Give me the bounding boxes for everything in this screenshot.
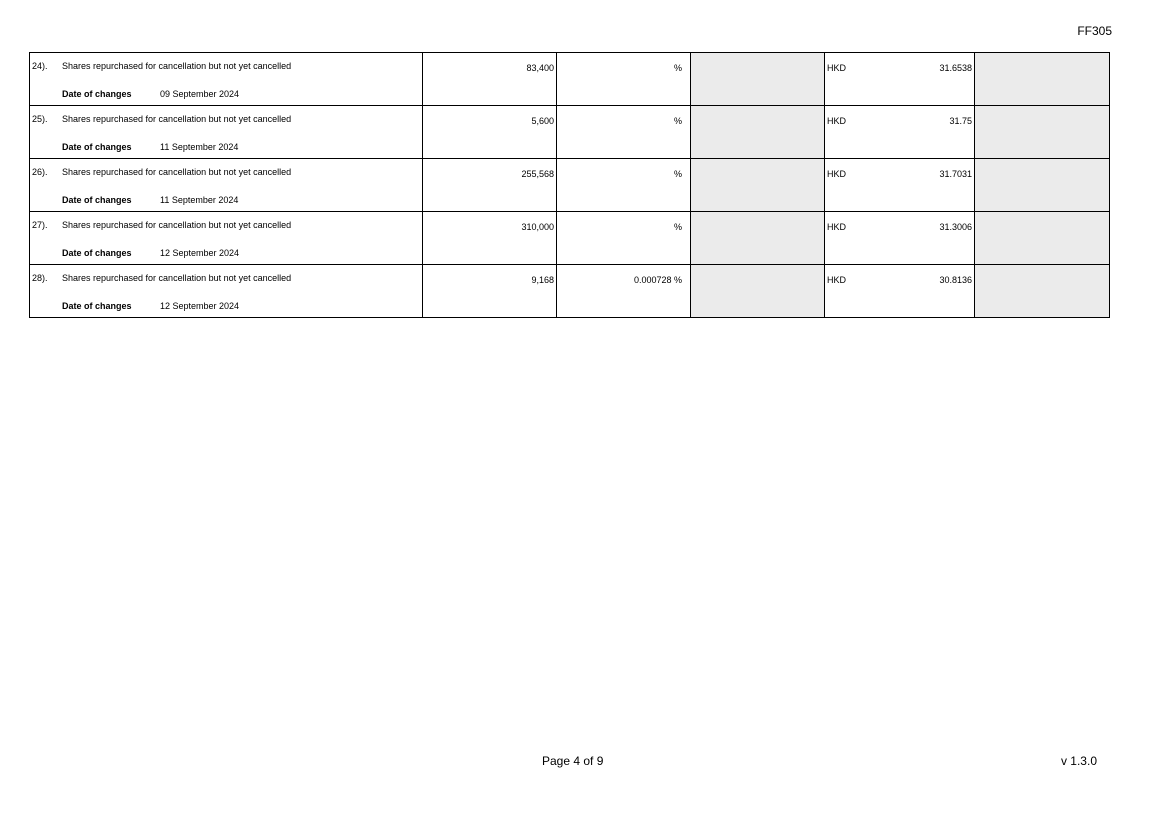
description-cell (30, 159, 423, 212)
date-line (62, 248, 239, 258)
shares-value: 9,168 (531, 275, 554, 285)
shares-cell (423, 159, 557, 212)
date-label: Date of changes (62, 142, 132, 152)
table-row (30, 212, 1110, 265)
currency-label: HKD (827, 63, 847, 73)
shaded-cell (975, 159, 1110, 212)
shares-cell (423, 212, 557, 265)
page-number: Page 4 of 9 (542, 754, 604, 768)
date-value: 09 September 2024 (160, 89, 240, 99)
shaded-cell (975, 106, 1110, 159)
date-value: 12 September 2024 (160, 248, 240, 258)
version-label: v 1.3.0 (1060, 754, 1097, 768)
description-cell (30, 53, 423, 106)
shares-cell (423, 106, 557, 159)
percent-value: % (673, 222, 682, 232)
description-cell (30, 212, 423, 265)
price-cell (825, 212, 975, 265)
date-label: Date of changes (62, 248, 132, 258)
date-line (62, 301, 239, 311)
date-line (62, 89, 239, 99)
percent-value: % (673, 63, 682, 73)
shaded-cell (691, 159, 825, 212)
row-number: 26). (32, 167, 48, 177)
row-description: Shares repurchased for cancellation but not yet cancelled (62, 220, 292, 230)
table-row (30, 159, 1110, 212)
price-value: 31.6538 (939, 63, 972, 73)
date-value: 11 September 2024 (160, 142, 239, 152)
row-number: 24). (32, 61, 48, 71)
date-value: 11 September 2024 (160, 195, 239, 205)
changes-table (29, 52, 1110, 318)
row-description: Shares repurchased for cancellation but not yet cancelled (62, 167, 292, 177)
percent-cell (557, 53, 691, 106)
percent-value: % (673, 116, 682, 126)
table-row (30, 106, 1110, 159)
shaded-cell (975, 53, 1110, 106)
date-label: Date of changes (62, 89, 132, 99)
price-value: 31.7031 (939, 169, 972, 179)
date-label: Date of changes (62, 301, 132, 311)
row-number: 28). (32, 273, 48, 283)
shaded-cell (691, 265, 825, 318)
shares-value: 255,568 (521, 169, 554, 179)
description-cell (30, 106, 423, 159)
shaded-cell (691, 53, 825, 106)
shaded-cell (975, 212, 1110, 265)
shares-value: 83,400 (526, 63, 554, 73)
price-cell (825, 106, 975, 159)
shares-value: 310,000 (521, 222, 554, 232)
currency-label: HKD (827, 169, 847, 179)
shares-cell (423, 53, 557, 106)
price-value: 30.8136 (939, 275, 972, 285)
price-value: 31.75 (949, 116, 972, 126)
shaded-cell (691, 106, 825, 159)
description-cell (30, 265, 423, 318)
price-cell (825, 159, 975, 212)
row-number: 25). (32, 114, 48, 124)
percent-cell (557, 265, 691, 318)
table-row (30, 53, 1110, 106)
date-value: 12 September 2024 (160, 301, 240, 311)
date-line (62, 142, 238, 152)
date-label: Date of changes (62, 195, 132, 205)
table-row (30, 265, 1110, 318)
percent-value: % (673, 169, 682, 179)
currency-label: HKD (827, 222, 847, 232)
shares-cell (423, 265, 557, 318)
shaded-cell (691, 212, 825, 265)
percent-cell (557, 212, 691, 265)
percent-cell (557, 159, 691, 212)
row-description: Shares repurchased for cancellation but not yet cancelled (62, 114, 292, 124)
shaded-cell (975, 265, 1110, 318)
row-description: Shares repurchased for cancellation but not yet cancelled (62, 61, 292, 71)
form-code: FF305 (1077, 24, 1112, 38)
date-line (62, 195, 238, 205)
currency-label: HKD (827, 275, 847, 285)
price-cell (825, 265, 975, 318)
percent-value: 0.000728 % (633, 275, 682, 285)
percent-cell (557, 106, 691, 159)
price-cell (825, 53, 975, 106)
currency-label: HKD (827, 116, 847, 126)
price-value: 31.3006 (939, 222, 972, 232)
shares-value: 5,600 (531, 116, 554, 126)
row-description: Shares repurchased for cancellation but not yet cancelled (62, 273, 292, 283)
row-number: 27). (32, 220, 48, 230)
